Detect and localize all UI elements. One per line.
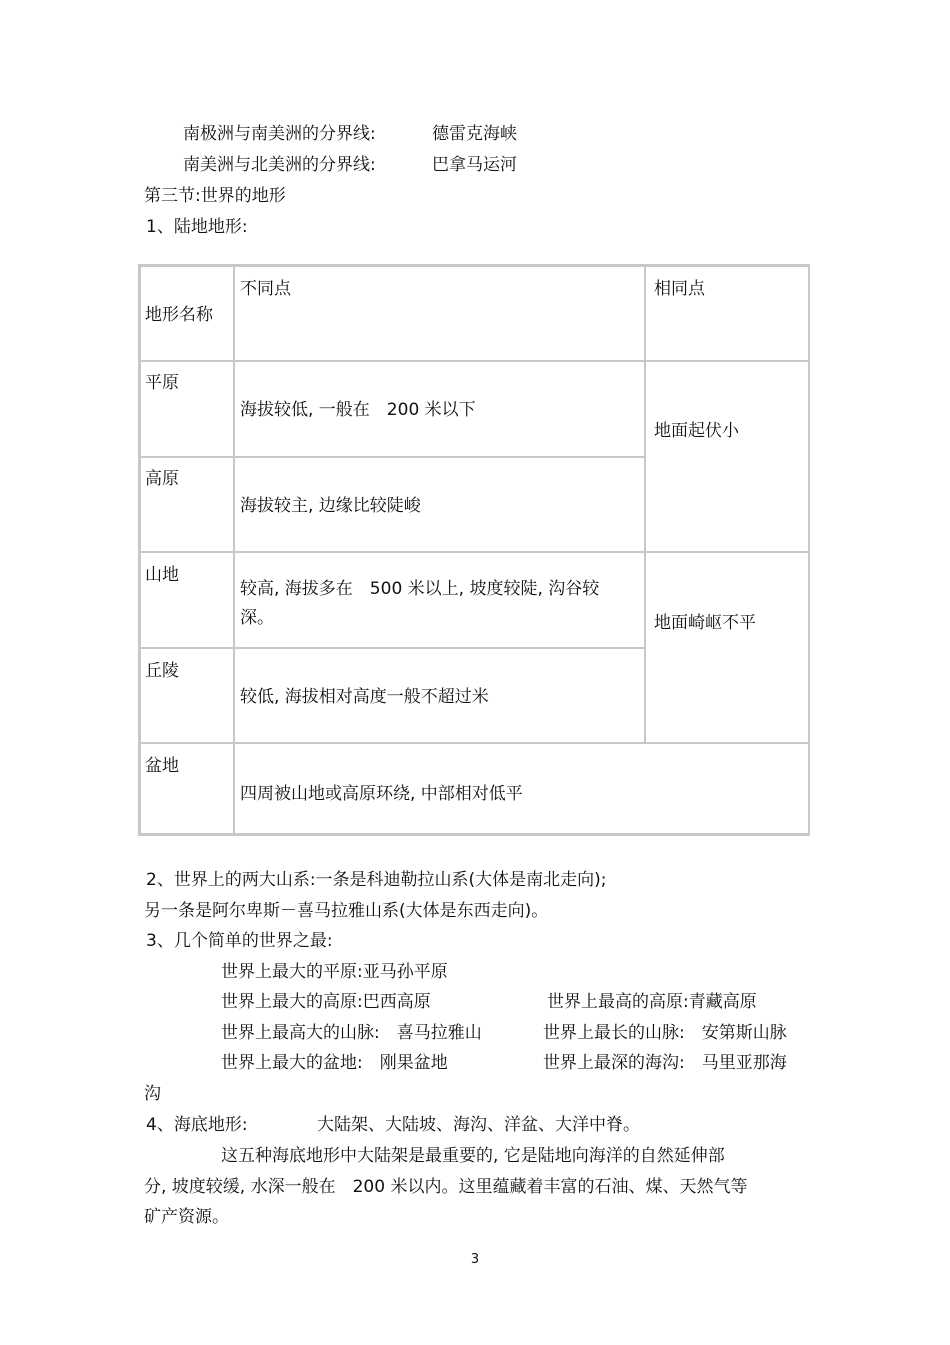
row-name-cell <box>140 361 234 457</box>
subsection-heading: 3、几个简单的世界之最: <box>146 931 333 951</box>
header-same: 相同点 <box>654 279 705 299</box>
text-line: 2、世界上的两大山系:一条是科迪勒拉山系(大体是南北走向); <box>146 870 607 890</box>
paragraph-line: 矿产资源。 <box>144 1207 229 1227</box>
row-diff: 较高, 海拔多在 500 米以上, 坡度较陡, 沟谷较 <box>240 579 600 599</box>
text-line: 大陆架、大陆坡、海沟、洋盆、大洋中脊。 <box>317 1115 640 1135</box>
row-name: 平原 <box>145 373 179 393</box>
record-item: 沟 <box>144 1084 161 1104</box>
row-name-cell <box>140 648 234 743</box>
row-name: 丘陵 <box>145 661 179 681</box>
same-group: 地面起伏小 <box>654 421 739 441</box>
text-line: 德雷克海峡 <box>432 124 517 144</box>
row-diff-cell <box>234 648 645 743</box>
row-diff: 较低, 海拔相对高度一般不超过米 <box>240 687 489 707</box>
record-item: 世界上最长的山脉: 安第斯山脉 <box>543 1023 787 1043</box>
paragraph-line: 这五种海底地形中大陆架是最重要的, 它是陆地向海洋的自然延伸部 <box>221 1146 725 1166</box>
record-item: 世界上最高的高原:青藏高原 <box>547 992 757 1012</box>
row-diff-cell <box>234 743 810 834</box>
record-item: 世界上最深的海沟: 马里亚那海 <box>543 1053 787 1073</box>
row-diff: 海拔较主, 边缘比较陡峻 <box>240 496 421 516</box>
paragraph-line: 分, 坡度较缓, 水深一般在 200 米以内。这里蕴藏着丰富的石油、煤、天然气等 <box>144 1177 748 1197</box>
row-diff: 深。 <box>240 608 274 628</box>
row-name-cell <box>140 743 234 834</box>
record-item: 世界上最大的高原:巴西高原 <box>221 992 431 1012</box>
record-item: 世界上最大的平原:亚马孙平原 <box>221 962 448 982</box>
row-name: 盆地 <box>145 756 179 776</box>
landform-table <box>138 264 810 836</box>
row-name-cell <box>140 457 234 552</box>
section-heading: 第三节:世界的地形 <box>144 186 286 206</box>
row-diff-cell <box>234 552 645 648</box>
row-name-cell <box>140 552 234 648</box>
row-diff-cell <box>234 361 645 457</box>
header-diff: 不同点 <box>240 279 291 299</box>
subsection-heading: 4、海底地形: <box>146 1115 248 1135</box>
row-diff: 海拔较低, 一般在 200 米以下 <box>240 400 476 420</box>
record-item: 世界上最高大的山脉: 喜马拉雅山 <box>221 1023 482 1043</box>
header-diff-cell <box>234 266 645 361</box>
row-diff: 四周被山地或高原环绕, 中部相对低平 <box>240 784 523 804</box>
header-same-cell <box>645 266 810 361</box>
same-group: 地面崎岖不平 <box>654 613 756 633</box>
text-line: 南美洲与北美洲的分界线: <box>183 155 376 175</box>
subsection-heading: 1、陆地地形: <box>146 217 248 237</box>
text-line: 另一条是阿尔卑斯－喜马拉雅山系(大体是东西走向)。 <box>144 901 549 921</box>
header-name: 地形名称 <box>145 305 213 325</box>
row-diff-cell <box>234 457 645 552</box>
record-item: 世界上最大的盆地: 刚果盆地 <box>221 1053 448 1073</box>
row-name: 山地 <box>145 565 179 585</box>
text-line: 南极洲与南美洲的分界线: <box>183 124 376 144</box>
text-line: 巴拿马运河 <box>432 155 517 175</box>
same-group-cell <box>645 552 810 743</box>
row-name: 高原 <box>145 469 179 489</box>
page-number: 3 <box>470 1252 480 1267</box>
same-group-cell <box>645 361 810 552</box>
header-name-cell <box>140 266 234 361</box>
